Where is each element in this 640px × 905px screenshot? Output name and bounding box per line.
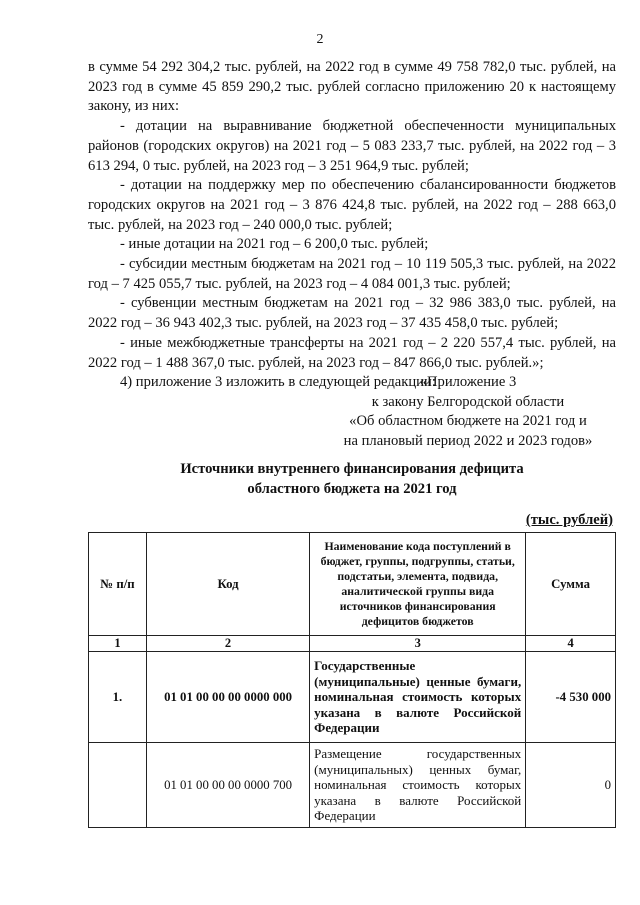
column-number-row [89, 636, 616, 652]
column-number: 1 [89, 636, 147, 652]
row-code: 01 01 00 00 00 0000 700 [146, 743, 309, 828]
row-num [89, 743, 147, 828]
row-code: 01 01 00 00 00 0000 000 [146, 652, 309, 743]
row-amount: -4 530 000 [526, 652, 616, 743]
row-amount: 0 [526, 743, 616, 828]
body-text [88, 58, 616, 393]
header-amount: Сумма [526, 533, 616, 636]
paragraph: - дотации на поддержку мер по обеспечению сбалансированности бюджетов городских округов на 2021 год – 3 876 424,8 тыс. рублей, на 2022 год – 288 663,0 тыс. рублей, на 2023 год – 240 000,0 тыс. рублей; [88, 177, 616, 233]
units-label: (тыс. рублей) [525, 512, 613, 528]
paragraph: - дотации на выравнивание бюджетной обеспеченности муниципальных районов (городских округов) на 2021 год – 5 083 233,7 тыс. рублей, на 2022 год – 3 613 294, 0 тыс. рублей, на 2023 год – 3 251 964,9 тыс. рублей; [88, 118, 616, 174]
appendix-line: к закону Белгородской области [371, 393, 565, 410]
paragraph: - субвенции местным бюджетам на 2021 год – 32 986 383,0 тыс. рублей, на 2022 год – 36 943 402,3 тыс. рублей, на 2023 год – 37 435 458,0 тыс. рублей; [88, 295, 616, 332]
paragraph: - иные межбюджетные трансферты на 2021 год – 2 220 557,4 тыс. рублей, на 2022 год – 1 488 367,0 тыс. рублей, на 2023 год – 847 866,0 тыс. рублей.»; [88, 334, 616, 371]
page-number: 2 [316, 32, 324, 47]
table-row [89, 743, 616, 828]
row-name: Размещение государственных (муниципальных) ценных бумаг, номинальная стоимость которых указана в валюте Российской Федерации [310, 743, 526, 828]
paragraph: 4) приложение 3 изложить в следующей редакции: [120, 374, 436, 391]
column-number: 4 [526, 636, 616, 652]
financing-table [88, 532, 616, 828]
paragraph: в сумме 54 292 304,2 тыс. рублей, на 2022 год в сумме 49 758 782,0 тыс. рублей, на 2023 год в сумме 45 859 290,2 тыс. рублей согласно приложению 20 к настоящему закону, из них: [88, 59, 616, 115]
header-code: Код [146, 533, 309, 636]
paragraph: - иные дотации на 2021 год – 6 200,0 тыс. рублей; [120, 236, 429, 253]
header-name: Наименование кода поступлений в бюджет, группы, подгруппы, статьи, подстатьи, элемента, подвида, аналитической группы вида источников финансирования дефицитов бюджетов [310, 533, 526, 636]
appendix-line: на плановый период 2022 и 2023 годов» [343, 432, 593, 449]
table-row [89, 652, 616, 743]
table-title: Источники внутреннего финансирования дефицита областного бюджета на 2021 год [180, 461, 524, 497]
header-num: № п/п [89, 533, 147, 636]
column-number: 2 [146, 636, 309, 652]
appendix-line: «Об областном бюджете на 2021 год и [349, 413, 587, 429]
table-header-row [89, 533, 616, 636]
paragraph: - субсидии местным бюджетам на 2021 год – 10 119 505,3 тыс. рублей, на 2022 год – 7 425 055,7 тыс. рублей, на 2023 год – 4 084 001,3 тыс. рублей; [88, 256, 616, 292]
row-name: Государственные (муниципальные) ценные бумаги, номинальная стоимость которых указана в валюте Российской Федерации [310, 652, 526, 743]
column-number: 3 [310, 636, 526, 652]
row-num: 1. [89, 652, 147, 743]
appendix-header [333, 373, 603, 451]
appendix-line: «Приложение 3 [419, 374, 517, 390]
